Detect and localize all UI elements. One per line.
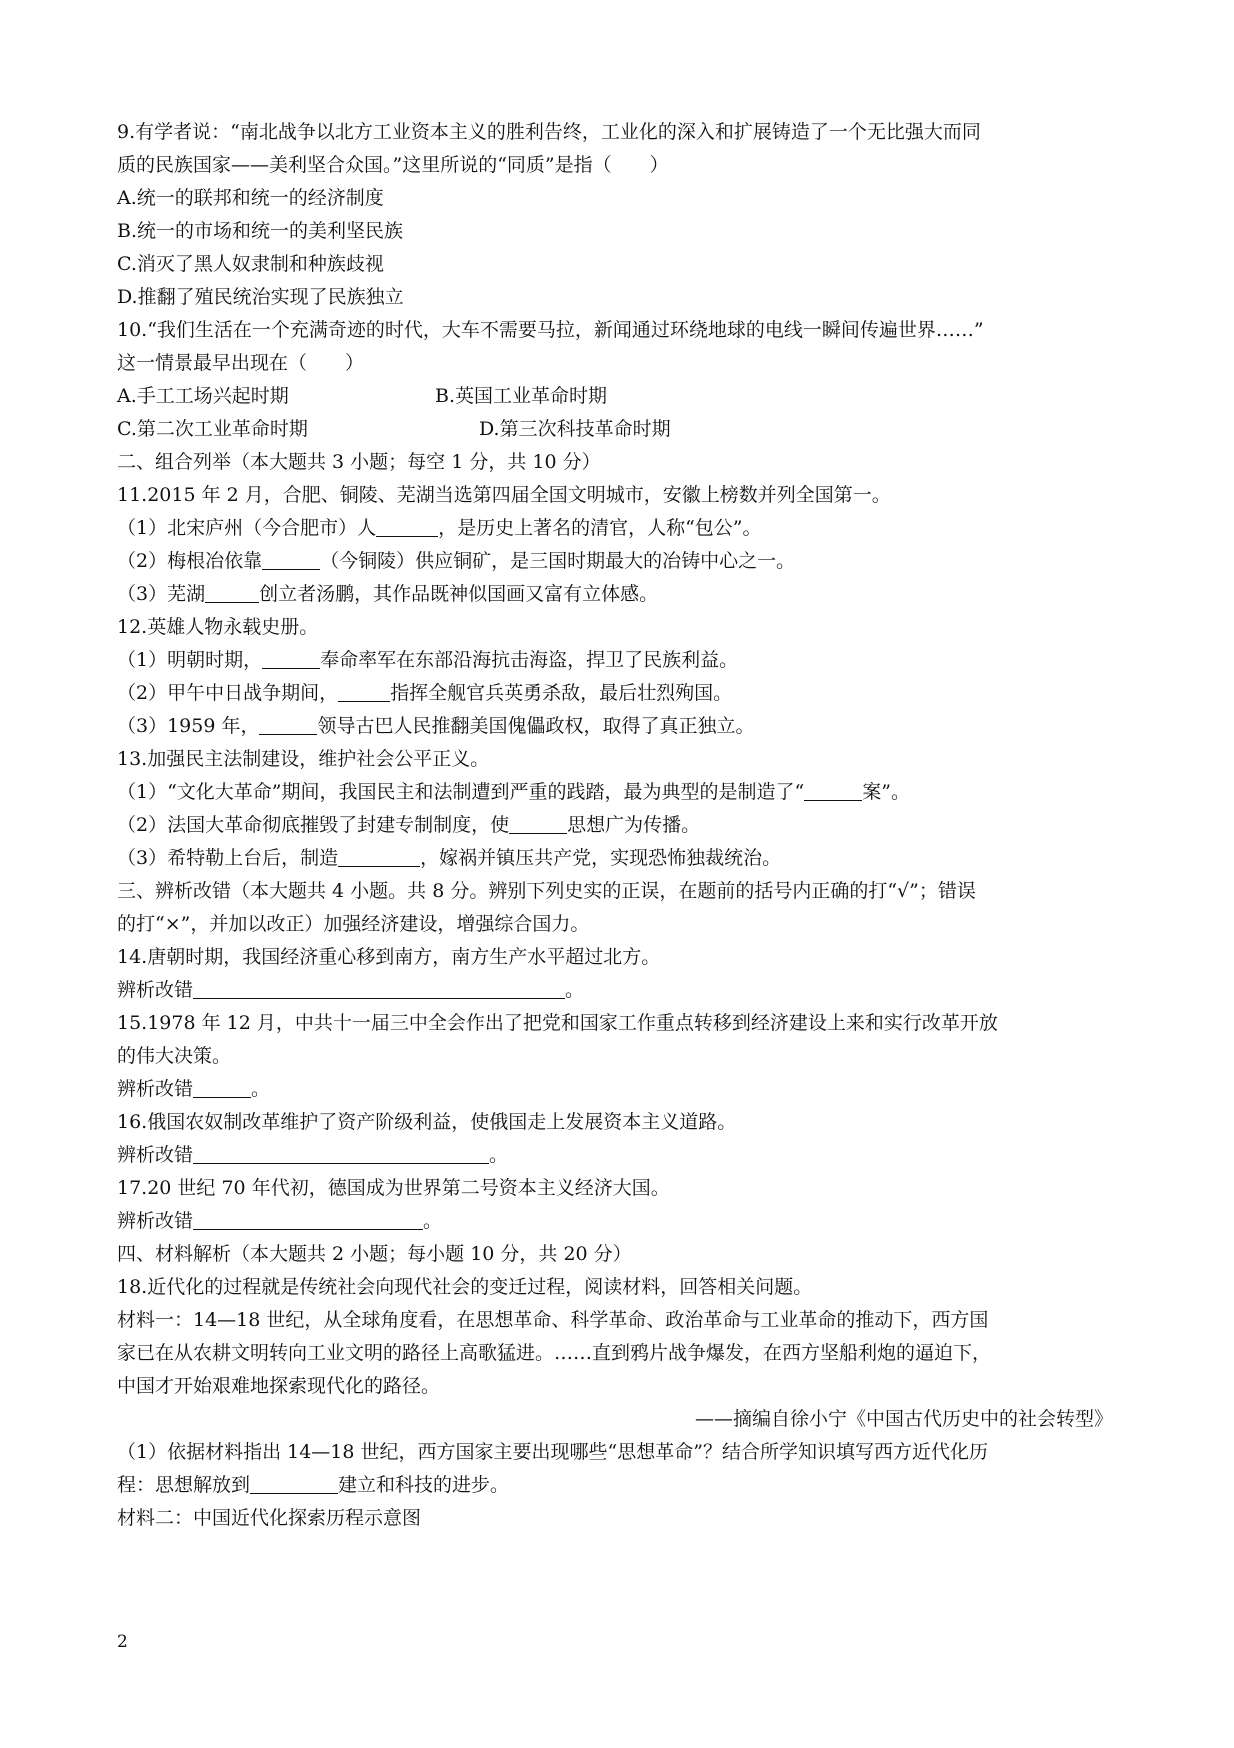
q10-options-row1 (117, 380, 1117, 413)
q14-stem: 14.唐朝时期，我国经济重心移到南方，南方生产水平超过北方。 (117, 946, 661, 968)
q9-stem-line1: 9.有学者说：“南北战争以北方工业资本主义的胜利告终，工业化的深入和扩展铸造了一个无比强大而同 (117, 121, 981, 143)
section3-heading-line2: 的打“×”，并加以改正）加强经济建设，增强综合国力。 (117, 913, 590, 935)
answer-blank[interactable] (193, 1211, 423, 1230)
answer-blank[interactable] (193, 1079, 251, 1098)
q11-sub2: （2）梅根冶依靠 （今铜陵）供应铜矿，是三国时期最大的冶铸中心之一。 (117, 550, 796, 572)
q18-material2-label: 材料二：中国近代化探索历程示意图 (117, 1507, 422, 1529)
q9-option-d: D.推翻了殖民统治实现了民族独立 (117, 286, 404, 308)
q10-option-d: D.第三次科技革命时期 (479, 418, 671, 440)
q18-stem: 18.近代化的过程就是传统社会向现代社会的变迁过程，阅读材料，回答相关问题。 (117, 1276, 813, 1298)
q18-sub1-line2: 程：思想解放到 建立和科技的进步。 (117, 1474, 510, 1496)
q16-answer: 辨析改错 。 (117, 1144, 509, 1166)
q13-sub3: （3）希特勒上台后，制造 ，嫁祸并镇压共产党，实现恐怖独裁统治。 (117, 847, 782, 869)
answer-blank[interactable] (205, 584, 259, 603)
q9-stem-line2: 质的民族国家——美利坚合众国。”这里所说的“同质”是指（ ） (117, 154, 669, 176)
q13-stem: 13.加强民主法制建设，维护社会公平正义。 (117, 748, 490, 770)
answer-blank[interactable] (262, 650, 320, 669)
answer-blank[interactable] (193, 980, 565, 999)
q10-option-a: A.手工工场兴起时期 (117, 385, 289, 407)
answer-blank[interactable] (376, 518, 438, 537)
answer-blank[interactable] (250, 1475, 338, 1494)
section2-heading: 二、组合列举（本大题共 3 小题；每空 1 分，共 10 分） (117, 451, 601, 473)
q12-sub2: （2）甲午中日战争期间， 指挥全舰官兵英勇杀敌，最后壮烈殉国。 (117, 682, 733, 704)
q11-sub3: （3）芜湖 创立者汤鹏，其作品既神似国画又富有立体感。 (117, 583, 659, 605)
q11-sub1: （1）北宋庐州（今合肥市）人 ，是历史上著名的清官，人称“包公”。 (117, 517, 762, 539)
q9-option-a: A.统一的联邦和统一的经济制度 (117, 187, 384, 209)
section4-heading: 四、材料解析（本大题共 2 小题；每小题 10 分，共 20 分） (117, 1243, 632, 1265)
q10-option-b: B.英国工业革命时期 (435, 385, 608, 407)
q18-material1-line1: 材料一：14—18 世纪，从全球角度看，在思想革命、科学革命、政治革命与工业革命的推动下，西方国 (117, 1309, 989, 1331)
q18-sub1-line1: （1）依据材料指出 14—18 世纪，西方国家主要出现哪些“思想革命”？结合所学知识填写西方近代化历 (117, 1441, 988, 1463)
q17-stem: 17.20 世纪 70 年代初，德国成为世界第二号资本主义经济大国。 (117, 1177, 670, 1199)
q13-sub1: （1）“文化大革命”期间，我国民主和法制遭到严重的践踏，最为典型的是制造了“ 案”。 (117, 781, 910, 803)
section3-heading-line1: 三、辨析改错（本大题共 4 小题。共 8 分。辨别下列史实的正误，在题前的括号内正确的打“√”；错误 (117, 880, 976, 902)
q10-stem-line2: 这一情景最早出现在（ ） (117, 352, 365, 374)
q18-material1-line2: 家已在从农耕文明转向工业文明的路径上高歌猛进。……直到鸦片战争爆发，在西方坚船利炮的逼迫下， (117, 1342, 992, 1364)
q12-sub1: （1）明朝时期， 奉命率军在东部沿海抗击海盗，捍卫了民族利益。 (117, 649, 739, 671)
q10-stem-line1: 10.“我们生活在一个充满奇迹的时代，大车不需要马拉，新闻通过环绕地球的电线一瞬间传遍世界……” (117, 319, 984, 341)
q14-answer: 辨析改错 。 (117, 979, 585, 1001)
q12-stem: 12.英雄人物永载史册。 (117, 616, 319, 638)
q18-material1-line3: 中国才开始艰难地探索现代化的路径。 (117, 1375, 441, 1397)
page-number: 2 (117, 1632, 128, 1652)
answer-blank[interactable] (262, 551, 320, 570)
answer-blank[interactable] (259, 716, 317, 735)
q12-sub3: （3）1959 年， 领导古巴人民推翻美国傀儡政权，取得了真正独立。 (117, 715, 755, 737)
q17-answer: 辨析改错 。 (117, 1210, 443, 1232)
q16-stem: 16.俄国农奴制改革维护了资产阶级利益，使俄国走上发展资本主义道路。 (117, 1111, 737, 1133)
q11-stem: 11.2015 年 2 月，合肥、铜陵、芜湖当选第四届全国文明城市，安徽上榜数并列全国第一。 (117, 484, 891, 506)
q13-sub2: （2）法国大革命彻底摧毁了封建专制制度，使 思想广为传播。 (117, 814, 701, 836)
q18-material1-source: ——摘编自徐小宁《中国古代历史中的社会转型》 (694, 1408, 1113, 1430)
answer-blank[interactable] (338, 683, 390, 702)
q10-option-c: C.第二次工业革命时期 (117, 418, 308, 440)
q9-option-c: C.消灭了黑人奴隶制和种族歧视 (117, 253, 384, 275)
q10-options-row2 (117, 413, 1117, 446)
answer-blank[interactable] (193, 1145, 489, 1164)
answer-blank[interactable] (804, 782, 862, 801)
answer-blank[interactable] (509, 815, 567, 834)
q15-stem-line1: 15.1978 年 12 月，中共十一届三中全会作出了把党和国家工作重点转移到经济建设上来和实行改革开放 (117, 1012, 998, 1034)
exam-page-content (117, 116, 1117, 1535)
answer-blank[interactable] (338, 848, 420, 867)
q15-answer: 辨析改错 。 (117, 1078, 271, 1100)
q15-stem-line2: 的伟大决策。 (117, 1045, 232, 1067)
q9-option-b: B.统一的市场和统一的美利坚民族 (117, 220, 404, 242)
